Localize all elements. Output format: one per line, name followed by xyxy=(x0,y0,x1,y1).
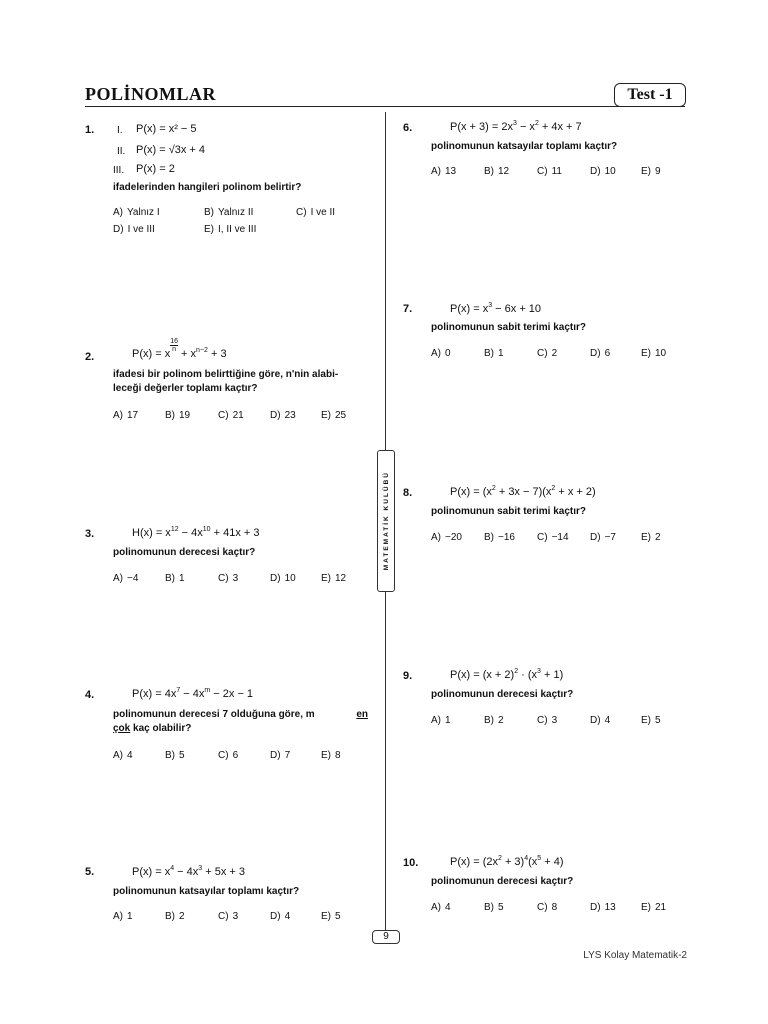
choice-a[interactable]: A) 0 xyxy=(431,348,451,359)
choice-e[interactable]: E) I, II ve III xyxy=(204,224,257,235)
choice-d[interactable]: D) 13 xyxy=(590,902,616,913)
choice-a[interactable]: A) 1 xyxy=(113,911,133,922)
expression: $P(x) = (x + 2)^2 \cdot (x^3 + 1)$ xyxy=(450,668,564,681)
expression: P(x) = 2 xyxy=(136,163,175,175)
expression: P(x) = x $\frac{16}{n}$ + $x^{n-2} + 3$ xyxy=(132,338,227,360)
choice-a[interactable]: A) 1 xyxy=(431,715,451,726)
choice-d[interactable]: D) 4 xyxy=(590,715,611,726)
choice-a[interactable]: A) 17 xyxy=(113,410,139,421)
question-number: 8. xyxy=(403,487,413,499)
question-prompt: ifadelerinden hangileri polinom belirtir? xyxy=(113,182,302,193)
choice-b[interactable]: B) −16 xyxy=(484,532,515,543)
question-number: 2. xyxy=(85,351,95,363)
choice-b[interactable]: B) 2 xyxy=(484,715,504,726)
question-number: 7. xyxy=(403,303,413,315)
choice-b[interactable]: B) Yalnız II xyxy=(204,207,254,218)
choice-e[interactable]: E) 5 xyxy=(641,715,661,726)
question-prompt: polinomunun sabit terimi kaçtır? xyxy=(431,506,587,517)
question-number: 5. xyxy=(85,866,95,878)
expression: $H(x) = x^{12} - 4x^{10} + 41x + 3$ xyxy=(132,526,260,539)
question-prompt: polinomunun derecesi kaçtır? xyxy=(431,689,574,700)
choice-c[interactable]: C) 21 xyxy=(218,410,244,421)
question-number: 1. xyxy=(85,124,95,136)
question-prompt: polinomunun katsayılar toplamı kaçtır? xyxy=(431,141,618,152)
expression: P(x) = √3x + 4 xyxy=(136,144,206,156)
choice-c[interactable]: C) I ve II xyxy=(296,207,336,218)
expression: $P(x) = (2x^2 + 3)^4(x^5 + 4)$ xyxy=(450,855,564,868)
choice-a[interactable]: A) 4 xyxy=(113,750,133,761)
choice-e[interactable]: E) 21 xyxy=(641,902,667,913)
question-number: 10. xyxy=(403,857,419,869)
page-title: POLİNOMLAR xyxy=(85,84,216,104)
item-label: III. xyxy=(113,165,125,176)
footer-text: LYS Kolay Matematik-2 xyxy=(583,950,687,961)
expression: $P(x) = 4x^7 - 4x^m - 2x - 1$ xyxy=(132,687,254,700)
question-prompt: ifadesi bir polinom belirttiğine göre, n'nin alabi- leceği değerler toplamı kaçtır? xyxy=(113,369,339,394)
choice-b[interactable]: B) 1 xyxy=(165,573,185,584)
choice-a[interactable]: A) −20 xyxy=(431,532,462,543)
choice-b[interactable]: B) 1 xyxy=(484,348,504,359)
choice-d[interactable]: D) 10 xyxy=(270,573,296,584)
choice-c[interactable]: C) 11 xyxy=(537,166,562,177)
choice-e[interactable]: E) 25 xyxy=(321,410,347,421)
choice-b[interactable]: B) 5 xyxy=(165,750,185,761)
question-number: 4. xyxy=(85,689,95,701)
choice-c[interactable]: C) 8 xyxy=(537,902,558,913)
choice-c[interactable]: C) 6 xyxy=(218,750,239,761)
choice-d[interactable]: D) 7 xyxy=(270,750,291,761)
question-prompt: polinomunun katsayılar toplamı kaçtır? xyxy=(113,886,300,897)
choice-d[interactable]: D) 10 xyxy=(590,166,616,177)
choice-c[interactable]: C) 3 xyxy=(218,573,239,584)
item-label: II. xyxy=(117,146,126,157)
choice-c[interactable]: C) 2 xyxy=(537,348,558,359)
choice-e[interactable]: E) 10 xyxy=(641,348,667,359)
choice-a[interactable]: A) 13 xyxy=(431,166,457,177)
choice-b[interactable]: B) 19 xyxy=(165,410,191,421)
item-label: I. xyxy=(117,125,123,136)
question-number: 6. xyxy=(403,122,413,134)
choice-e[interactable]: E) 8 xyxy=(321,750,341,761)
question-number: 9. xyxy=(403,670,413,682)
choice-d[interactable]: D) 4 xyxy=(270,911,291,922)
header-rule xyxy=(85,106,685,107)
choice-e[interactable]: E) 5 xyxy=(321,911,341,922)
choice-e[interactable]: E) 12 xyxy=(321,573,347,584)
choice-a[interactable]: A) Yalnız I xyxy=(113,207,160,218)
expression: $P(x) = (x^2 + 3x - 7)(x^2 + x + 2)$ xyxy=(450,485,596,498)
question-number: 3. xyxy=(85,528,95,540)
choice-a[interactable]: A) −4 xyxy=(113,573,139,584)
choice-d[interactable]: D) 6 xyxy=(590,348,611,359)
choice-c[interactable]: C) 3 xyxy=(537,715,558,726)
expression: P(x) = x² − 5 xyxy=(136,123,197,135)
choice-e[interactable]: E) 2 xyxy=(641,532,661,543)
choice-e[interactable]: E) 9 xyxy=(641,166,661,177)
question-prompt: polinomunun derecesi kaçtır? xyxy=(113,547,256,558)
question-prompt: polinomunun derecesi 7 olduğuna göre, m en çok kaç olabilir? xyxy=(113,709,368,734)
side-label-text: MATEMATİK KULÜBÜ xyxy=(382,471,390,571)
expression: $P(x) = x^4 - 4x^3 + 5x + 3$ xyxy=(132,865,245,878)
question-prompt: polinomunun derecesi kaçtır? xyxy=(431,876,574,887)
question-prompt: polinomunun sabit terimi kaçtır? xyxy=(431,322,587,333)
choice-d[interactable]: D) −7 xyxy=(590,532,616,543)
expression: $P(x) = x^3 - 6x + 10$ xyxy=(450,302,542,315)
choice-d[interactable]: D) I ve III xyxy=(113,224,155,235)
choice-c[interactable]: C) 3 xyxy=(218,911,239,922)
choice-b[interactable]: B) 2 xyxy=(165,911,185,922)
page-number: 9 xyxy=(372,930,400,944)
choice-b[interactable]: B) 12 xyxy=(484,166,510,177)
expression: $P(x + 3) = 2x^3 - x^2 + 4x + 7$ xyxy=(450,120,582,133)
choice-a[interactable]: A) 4 xyxy=(431,902,451,913)
choice-c[interactable]: C) −14 xyxy=(537,532,569,543)
choice-b[interactable]: B) 5 xyxy=(484,902,504,913)
choice-d[interactable]: D) 23 xyxy=(270,410,296,421)
test-badge: Test -1 xyxy=(614,83,686,107)
side-label xyxy=(377,450,395,592)
